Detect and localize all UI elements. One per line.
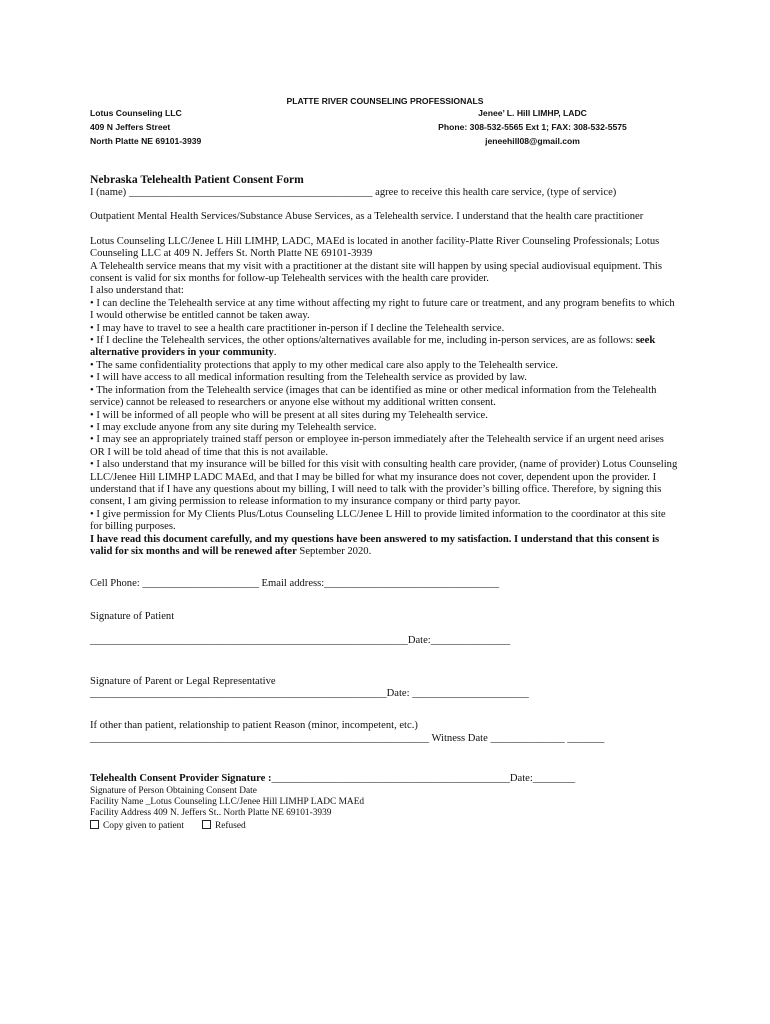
left-address-block <box>90 106 201 148</box>
bullet-item: • The same confidentiality protections that apply to my other medical care also apply to the Telehealth service. <box>90 359 558 371</box>
patient-signature-label: Signature of Patient <box>90 610 175 622</box>
bullet-item: • I can decline the Telehealth service at any time without affecting my right to future care or treatment, and any program benefits to which I would otherwise be entitled cannot be taken away. <box>90 297 675 322</box>
provider-signature-label: Telehealth Consent Provider Signature : <box>90 773 272 785</box>
location-paragraph: Lotus Counseling LLC/Jenee L Hill LIMHP, LADC, MAEd is located in another facility-Platte River Counseling Professionals; Lotus Counseling LLC at 409 N. Jeffers St. North Platte NE 69101-3939 <box>90 235 660 260</box>
bullet-bold-text: seek alternative providers in your community <box>90 335 656 359</box>
contact-name: Jenee’ L. Hill LIMHP, LADC <box>478 108 587 118</box>
statement-end: September 2020. <box>296 545 372 557</box>
bullet-item: • I may see an appropriately trained staff person or employee in-person immediately after the Telehealth service if an urgent need arises OR I will be told ahead of time that this is not available. <box>90 434 664 458</box>
bullet-item: • I will be informed of all people who will be present at all sites during my Telehealth service. <box>90 409 488 421</box>
org-title: PLATTE RIVER COUNSELING PROFESSIONALS <box>286 96 484 106</box>
bullet-item: • I may have to travel to see a health care practitioner in-person if I decline the Telehealth service. <box>90 322 505 334</box>
patient-signature-line[interactable]: ____________________________________________________________Date:_______________ <box>90 635 511 647</box>
left-address-line: 409 N Jeffers Street <box>90 122 171 132</box>
parent-signature-line[interactable]: ________________________________________________________Date: ______________________ <box>90 688 529 699</box>
relationship-witness-line[interactable]: ________________________________________________________________ Witness Date ______________ _______ <box>90 732 605 744</box>
provider-signature-row[interactable] <box>90 773 680 785</box>
service-line: Outpatient Mental Health Services/Substance Abuse Services, as a Telehealth service. I understand that the health care practitioner <box>90 211 644 223</box>
parent-signature-label: Signature of Parent or Legal Representative <box>90 675 276 687</box>
bullet-text: • If I decline the Telehealth services, the other options/alternatives available for me, including in-person services, are as follows: <box>90 335 636 347</box>
understand-line: I also understand that: <box>90 285 184 297</box>
bullet-item: • I also understand that my insurance will be billed for this visit with consulting health care provider, (name of provider) Lotus Counseling LLC/Jenee Hill LIMHP LADC MAEd, and that I may be billed for what my insurance does not cover, dependent upon the provider. I understand that if I have any questions about my billing, I will need to talk with the provider’s billing office. Therefore, by signing this consent, I am giving permission to release information to my insurance company or third party payor. <box>90 459 678 508</box>
obtaining-consent-label: Signature of Person Obtaining Consent Date <box>90 785 257 796</box>
read-statement <box>90 534 680 559</box>
statement-bold: I have read this document carefully, and my questions have been answered to my satisfaction. I understand that this consent is valid for six months and will be renewed after <box>90 533 660 557</box>
facility-address: Facility Address 409 N. Jeffers St.. North Platte NE 69101-3939 <box>90 808 332 819</box>
validity-line: consent is valid for six months for follow-up Telehealth services with the health care provider. <box>90 273 489 285</box>
copy-given-label: Copy given to patient <box>103 820 184 831</box>
form-title: Nebraska Telehealth Patient Consent Form <box>90 173 304 186</box>
bullet-item <box>90 335 680 360</box>
telehealth-definition: A Telehealth service means that my visit with a practitioner at the distant site will happen by using special audiovisual equipment. This <box>90 260 662 272</box>
bullet-item: • I may exclude anyone from any site during my Telehealth service. <box>90 421 377 433</box>
bullet-item: • I will have access to all medical information resulting from the Telehealth service as provided by law. <box>90 372 527 384</box>
bullet-item: • The information from the Telehealth service (images that can be identified as mine or other medical information from the Telehealth service) cannot be released to researchers or anyone else without my additional written consent. <box>90 384 657 409</box>
copy-given-checkbox[interactable] <box>90 820 99 829</box>
bullet-item: • I give permission for My Clients Plus/Lotus Counseling LLC/Jenee L Hill to provide limited information to the coordinator at this site for billing purposes. <box>90 508 666 533</box>
contact-line[interactable]: Cell Phone: ______________________ Email address:_________________________________ <box>90 578 500 590</box>
facility-name: Facility Name _Lotus Counseling LLC/Jenee Hill LIMHP LADC MAEd <box>90 797 365 808</box>
name-line: I (name) ______________________________________________ agree to receive this health care service, (type of service) <box>90 187 617 198</box>
bullet-end: . <box>273 347 277 359</box>
contact-phone: Phone: 308-532-5565 Ext 1; FAX: 308-532-5575 <box>438 122 627 132</box>
contact-email: jeneehill08@gmail.com <box>485 136 580 146</box>
right-contact-block <box>405 106 660 148</box>
left-address-line: Lotus Counseling LLC <box>90 108 182 118</box>
left-address-line: North Platte NE 69101-3939 <box>90 136 202 146</box>
copy-options-row <box>90 820 680 832</box>
consent-body <box>90 172 680 832</box>
relationship-label: If other than patient, relationship to patient Reason (minor, incompetent, etc.) <box>90 720 418 732</box>
refused-checkbox[interactable] <box>202 820 211 829</box>
provider-signature-line[interactable]: _____________________________________________Date:________ <box>271 773 576 785</box>
refused-label: Refused <box>214 820 246 831</box>
